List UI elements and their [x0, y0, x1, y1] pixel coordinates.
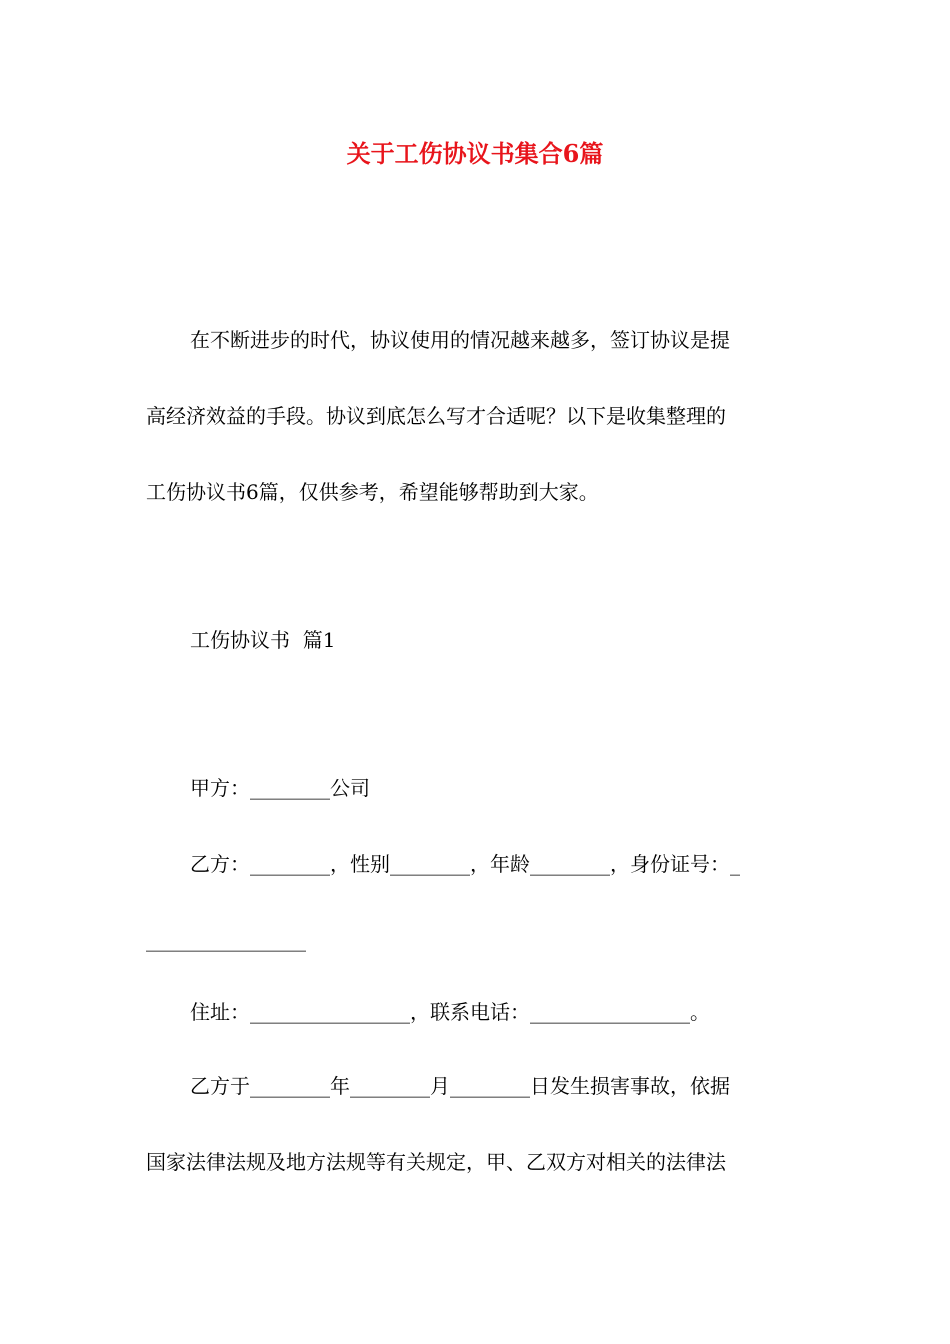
intro-line-1: 在不断进步的时代，协议使用的情况越来越多，签订协议是提 [190, 328, 730, 352]
section-heading: 工伤协议书 篇1 [190, 628, 336, 652]
intro-line-3: 工伤协议书6篇，仅供参考，希望能够帮助到大家。 [146, 480, 599, 504]
accident-line-1: 乙方于________年________月________日发生损害事故，依据 [190, 1074, 730, 1098]
address-line: 住址：________________，联系电话：________________。 [190, 1000, 710, 1024]
accident-line-2: 国家法律法规及地方法规等有关规定，甲、乙双方对相关的法律法 [146, 1150, 726, 1174]
document-title: 关于工伤协议书集合6篇 [346, 139, 604, 168]
party-b-line-1: 乙方：________，性别________，年龄________，身份证号：_ [190, 852, 740, 876]
intro-line-2: 高经济效益的手段。协议到底怎么写才合适呢？以下是收集整理的 [146, 404, 726, 428]
party-b-line-2: ________________ [146, 928, 306, 952]
party-a-line: 甲方：________公司 [190, 776, 370, 800]
